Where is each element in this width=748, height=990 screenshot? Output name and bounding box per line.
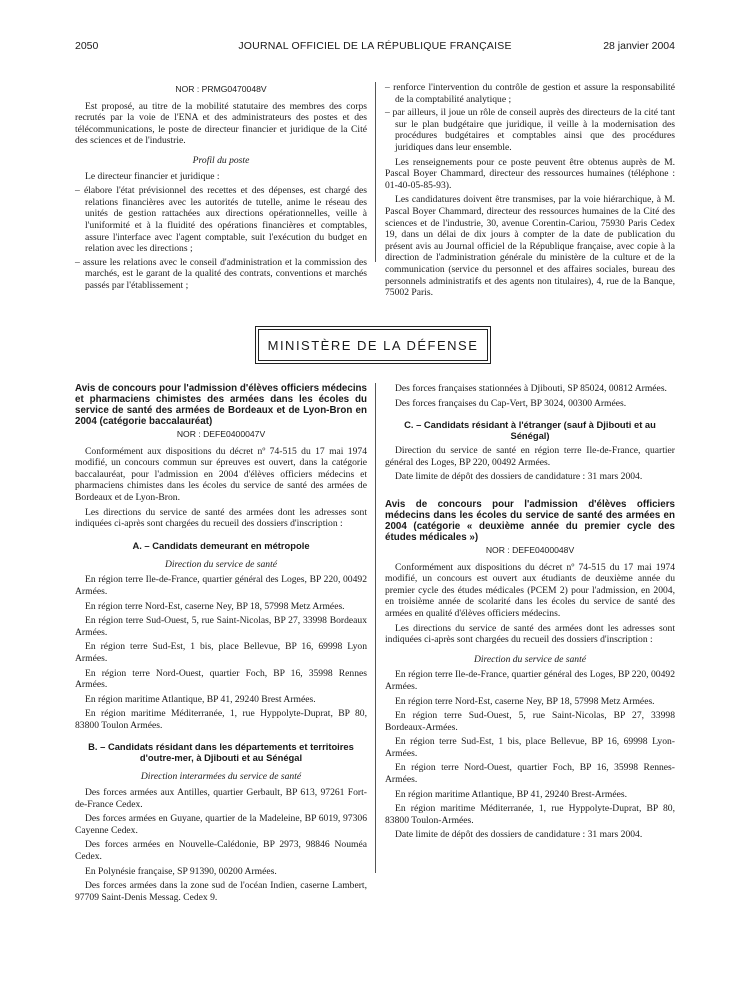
list-item: En région terre Sud-Est, 1 bis, place Bellevue, BP 16, 69998 Lyon Armées. bbox=[75, 641, 367, 664]
avis1-nor: NOR : DEFE0400047V bbox=[176, 429, 266, 439]
list-item: En région maritime Méditerranée, 1, rue Hyppolyte-Duprat, BP 80, 83800 Toulon Armées. bbox=[75, 708, 367, 731]
avis2-sub: Direction du service de santé bbox=[473, 653, 587, 665]
avis1-title: Avis de concours pour l'admission d'élèves officiers médecins et pharmaciens chimistes des armées dans les écoles du service de santé des armées de Bordeaux et de Lyon-Bron en 2004 (catégorie baccalauréat) bbox=[75, 383, 367, 427]
section-b-heading: B. – Candidats résidant dans les départements et territoires d'outre-mer, à Djibouti et au Sénégal bbox=[88, 741, 354, 764]
list-item: Date limite de dépôt des dossiers de candidature : 31 mars 2004. bbox=[395, 829, 643, 841]
avis2-column bbox=[385, 383, 675, 844]
list-item: En région maritime Atlantique, BP 41, 29240 Brest Armées. bbox=[85, 693, 316, 705]
issue-date: 28 janvier 2004 bbox=[603, 40, 675, 52]
duties-list-right bbox=[385, 82, 675, 154]
list-item: En région terre Ile-de-France, quartier général des Loges, BP 220, 00492 Armées. bbox=[75, 574, 367, 597]
intro-paragraph: Est proposé, au titre de la mobilité statutaire des membres des corps recrutés par la voie de l'ENA et des administrateurs des postes et des télécommunications, le poste de directeur financier et juridique de la Cité des sciences et de l'industrie. bbox=[75, 100, 367, 147]
list-item: En région terre Nord-Ouest, quartier Foch, BP 16, 35998 Rennes-Armées. bbox=[385, 762, 675, 786]
info-paragraph: Les renseignements pour ce poste peuvent être obtenus auprès de M. Pascal Boyer Chammard, directeur des ressources humaines (téléphone : 01-40-05-85-93). bbox=[385, 156, 675, 191]
top-right-column bbox=[385, 82, 675, 302]
list-item: Des forces armées dans la zone sud de l'océan Indien, caserne Lambert, 97709 Saint-Denis Messag. Cedex 9. bbox=[75, 880, 367, 903]
section-c-heading: C. – Candidats résidant à l'étranger (sauf à Djibouti et au Sénégal) bbox=[404, 419, 656, 442]
list-item: – assure les relations avec le conseil d'administration et la commission des marchés, est le garant de la qualité des contrats, conventions et marchés passés par l'établissement ; bbox=[75, 257, 367, 292]
list-item: En région terre Sud-Est, 1 bis, place Bellevue, BP 16, 69998 Lyon-Armées. bbox=[385, 736, 675, 759]
journal-title: JOURNAL OFFICIEL DE LA RÉPUBLIQUE FRANÇAISE bbox=[238, 40, 512, 52]
list-item: Date limite de dépôt des dossiers de candidature : 31 mars 2004. bbox=[395, 471, 643, 483]
avis2-para1: Conformément aux dispositions du décret nº 74-515 du 17 mai 1974 modifié, un concours est ouvert aux étudiants de deuxième année du premier cycle des études médicales (PCEM 2) pour l'admission, en 2004, en troisième année de scolarité dans les écoles du service de santé des armées en qualité d'élèves officiers médecins. bbox=[385, 561, 675, 619]
list-item: En région maritime Atlantique, BP 41, 29240 Brest-Armées. bbox=[395, 788, 627, 800]
page-header bbox=[75, 40, 675, 58]
list-item: En Polynésie française, SP 91390, 00200 Armées. bbox=[85, 865, 277, 877]
list-item: Des forces françaises du Cap-Vert, BP 3024, 00300 Armées. bbox=[395, 397, 627, 409]
avis2-nor: NOR : DEFE0400048V bbox=[485, 544, 575, 555]
list-item: – élabore l'état prévisionnel des recettes et des dépenses, est chargé des relations financières avec les autorités de tutelle, anime le réseau des unités de gestion rattachées aux directions opérationnelles, veille à l'uniformité et à la fluidité des opérations financières et comptables, assure l'interface avec l'agent comptable, suit l'exécution du budget en relation avec les directions ; bbox=[75, 185, 367, 255]
list-item: – par ailleurs, il joue un rôle de conseil auprès des directeurs de la cité tant sur le plan budgétaire que juridique, il veille à la modernisation des procédures budgétaires et comptables ainsi que des procédures juridiques dans leur ensemble. bbox=[385, 107, 675, 153]
list-item: Direction du service de santé en région terre Ile-de-France, quartier général des Loges, BP 220, 00492 Armées. bbox=[385, 445, 675, 468]
list-item: En région maritime Méditerranée, 1, rue Hyppolyte-Duprat, BP 80, 83800 Toulon-Armées. bbox=[385, 803, 675, 826]
list-item: En région terre Nord-Est, caserne Ney, BP 18, 57998 Metz Armées. bbox=[395, 695, 655, 707]
list-item: Des forces armées en Guyane, quartier de la Madeleine, BP 6019, 97306 Cayenne Cedex. bbox=[75, 813, 367, 836]
section-b-sub: Direction interarmées du service de santé bbox=[140, 771, 302, 783]
avis1-para2: Les directions du service de santé des armées dont les adresses sont indiquées ci-après sont chargées du recueil des dossiers d'inscription : bbox=[75, 506, 367, 530]
list-item: – renforce l'intervention du contrôle de gestion et assure la responsabilité de la comptabilité analytique ; bbox=[385, 82, 675, 105]
avis1-column bbox=[75, 383, 367, 906]
list-item: Des forces armées aux Antilles, quartier Gerbault, BP 613, 97261 Fort-de-France Cedex. bbox=[75, 787, 367, 810]
avis1-para1: Conformément aux dispositions du décret nº 74-515 du 17 mai 1974 modifié, un concours commun sur épreuves est ouvert, dans la catégorie baccalauréat, pour l'admission en 2004 d'élèves officiers médecins et pharmaciens chimistes dans les écoles du service de santé des armées de Bordeaux et de Lyon-Bron. bbox=[75, 445, 367, 503]
avis2-para2: Les directions du service de santé des armées dont les adresses sont indiquées ci-après sont chargées du recueil des dossiers d'inscription : bbox=[385, 622, 675, 646]
top-left-column bbox=[75, 82, 367, 295]
list-item: En région terre Sud-Ouest, 5, rue Saint-Nicolas, BP 27, 33998 Bordeaux-Armées. bbox=[385, 710, 675, 733]
list-item: En région terre Nord-Est, caserne Ney, BP 18, 57998 Metz Armées. bbox=[85, 600, 345, 612]
section-a-heading: A. – Candidats demeurant en métropole bbox=[132, 539, 310, 551]
list-item: Des forces françaises stationnées à Djibouti, SP 85024, 00812 Armées. bbox=[395, 383, 667, 394]
list-item: En région terre Nord-Ouest, quartier Foch, BP 16, 35998 Rennes Armées. bbox=[75, 667, 367, 691]
list-item: En région terre Sud-Ouest, 5, rue Saint-Nicolas, BP 27, 33998 Bordeaux Armées. bbox=[75, 615, 367, 638]
column-divider bbox=[375, 383, 376, 873]
applications-paragraph: Les candidatures doivent être transmises, par la voie hiérarchique, à M. Pascal Boyer Chammard, directeur des ressources humaines de la Cité des sciences et de l'industrie, 30, avenue Corentin-Cariou, 75930 Paris Cedex 19, dans un délai de dix jours à compter de la date de publication du présent avis au Journal officiel de la République française, avec copie à la direction de l'administration générale du ministère de la culture et de la communication (service du personnel et des affaires sociales, bureau des personnels administratifs et des agents non titulaires), 4, rue de la Banque, 75002 Paris. bbox=[385, 194, 675, 299]
role-intro: Le directeur financier et juridique : bbox=[85, 170, 220, 182]
column-divider bbox=[375, 82, 376, 262]
duties-list-left bbox=[75, 185, 367, 291]
nor-reference: NOR : PRMG0470048V bbox=[175, 84, 267, 94]
profil-heading: Profil du poste bbox=[192, 154, 250, 166]
list-item: Des forces armées en Nouvelle-Calédonie, BP 2973, 98846 Nouméa Cedex. bbox=[75, 839, 367, 863]
ministry-title: MINISTÈRE DE LA DÉFENSE bbox=[258, 329, 488, 361]
list-item: En région terre Ile-de-France, quartier général des Loges, BP 220, 00492 Armées. bbox=[385, 669, 675, 692]
section-a-sub: Direction du service de santé bbox=[164, 558, 278, 570]
avis2-title: Avis de concours pour l'admission d'élèves officiers médecins dans les écoles du service de santé des armées en 2004 (catégorie « deuxième année du premier cycle des études médicales ») bbox=[385, 498, 675, 543]
page-number: 2050 bbox=[75, 40, 99, 52]
